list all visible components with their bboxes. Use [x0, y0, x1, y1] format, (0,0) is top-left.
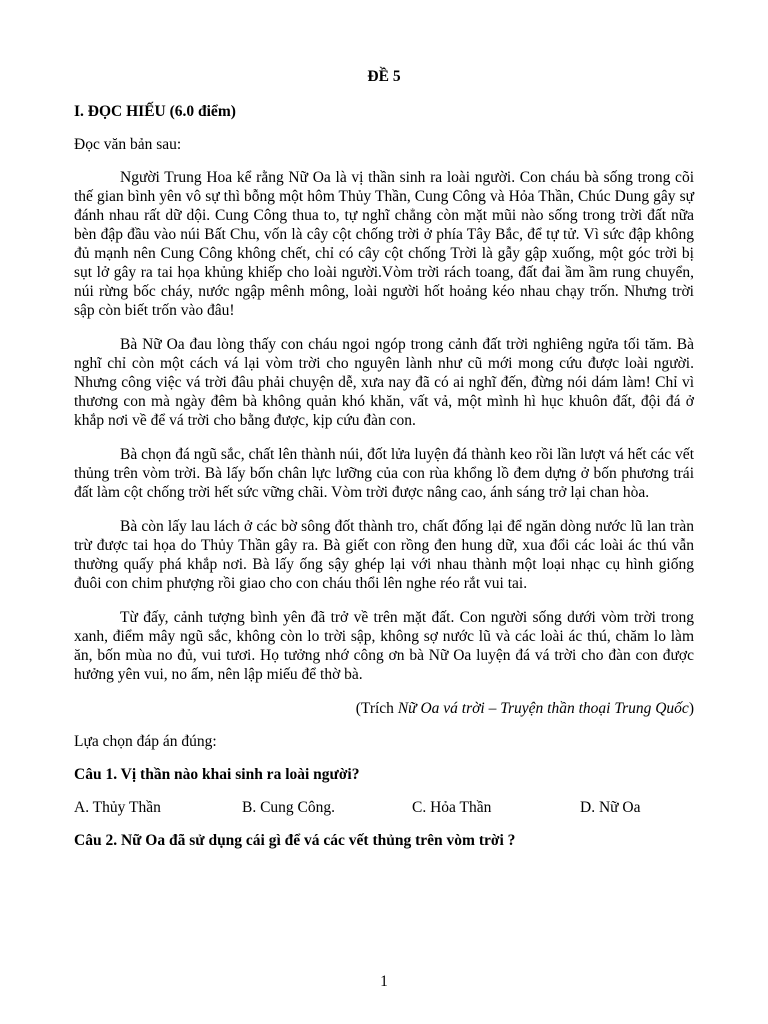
option-c: C. Hỏa Thần — [412, 799, 492, 816]
question-2: Câu 2. Nữ Oa đã sử dụng cái gì để vá các vết thủng trên vòm trời ? — [74, 832, 516, 849]
option-a: A. Thủy Thần — [74, 799, 161, 816]
question-1: Câu 1. Vị thần nào khai sinh ra loài người? — [74, 766, 360, 783]
page-number: 1 — [380, 973, 388, 990]
document-page — [74, 66, 694, 864]
exam-title: ĐỀ 5 — [367, 68, 401, 85]
story-paragraph-3: Bà chọn đá ngũ sắc, chất lên thành núi, đốt lửa luyện đá thành keo rồi lần lượt vá hết các vết thủng trên vòm trời. Bà lấy bốn chân lực lưỡng của con rùa khổng lồ đem dựng ở bốn phương trái đất làm cột chống trời hết sức vững chãi. Vòm trời được nâng cao, ánh sáng trở lại chan hòa. — [74, 446, 694, 501]
story-paragraph-4: Bà còn lấy lau lách ở các bờ sông đốt thành tro, chất đống lại để ngăn dòng nước lũ lan tràn trừ được tai họa do Thủy Thần gây ra. Bà giết con rồng đen hung dữ, xua đổi các loài ác thú vẫn thường quấy phá khắp nơi. Bà lấy ống sậy ghép lại với nhau thành một loại nhạc cụ hình giống đuôi con chim phượng rồi giao cho con cháu thổi lên nghe réo rắt vui tai. — [74, 518, 694, 592]
option-b: B. Cung Công. — [242, 799, 336, 816]
citation-prefix: (Trích — [355, 700, 398, 717]
option-d: D. Nữ Oa — [580, 799, 641, 816]
story-paragraph-1: Người Trung Hoa kể rằng Nữ Oa là vị thần sinh ra loài người. Con cháu bà sống trong cõi thế gian bình yên vô sự thì bỗng một hôm Thủy Thần, Cung Công và Hỏa Thần, Chúc Dung gây sự đánh nhau rất dữ dội. Cung Công thua to, tự nghĩ chẳng còn mặt mũi nào sống trong trời đất nữa bèn đập đầu vào núi Bất Chu, vốn là cây cột chống trời ở phía Tây Bắc, để tự tử. Vì sức đập không đủ mạnh nên Cung Công không chết, chỉ có cây cột chống Trời là gẫy gập xuống, một góc trời bị sụt lở gây ra tai họa khủng khiếp cho loài người.Vòm trời rách toang, đất đai ầm ầm rung chuyển, núi rừng bốc cháy, nước ngập mênh mông, loài người hốt hoảng kéo nhau chạy trốn. Nhưng trời sập còn biết trốn vào đâu! — [74, 169, 694, 319]
section-heading: I. ĐỌC HIẾU (6.0 điểm) — [74, 103, 236, 120]
answer-prompt: Lựa chọn đáp án đúng: — [74, 733, 217, 750]
source-citation — [74, 699, 694, 718]
story-paragraph-2: Bà Nữ Oa đau lòng thấy con cháu ngoi ngóp trong cảnh đất trời nghiêng ngửa tối tăm. Bà nghĩ chỉ còn một cách vá lại vòm trời cho nguyên lành như cũ mới mong cứu được loài người. Nhưng công việc vá trời đâu phải chuyện dễ, xưa nay đã có ai nghĩ đến, đừng nói dám làm! Chỉ vì thương con mà ngày đêm bà không quản khó khăn, vất vả, một mình hì hục khuôn đất, đội đá ở khắp nơi về để vá trời cho bằng được, kịp cứu đàn con. — [74, 336, 694, 429]
story-paragraph-5: Từ đấy, cảnh tượng bình yên đã trở về trên mặt đất. Con người sống dưới vòm trời trong xanh, điểm mây ngũ sắc, không còn lo trời sập, không sợ nước lũ và các loài ác thú, chăm lo làm ăn, bốn mùa no đủ, vui tươi. Họ tưởng nhớ công ơn bà Nữ Oa luyện đá vá trời cho đàn con được hưởng yên vui, no ấm, nên lập miếu để thờ bà. — [74, 609, 694, 683]
question-1-options — [74, 798, 694, 817]
citation-suffix: ) — [688, 700, 694, 717]
citation-source: Nữ Oa vá trời – Truyện thần thoại Trung Quốc — [397, 700, 689, 717]
reading-instruction: Đọc văn bản sau: — [74, 136, 182, 153]
